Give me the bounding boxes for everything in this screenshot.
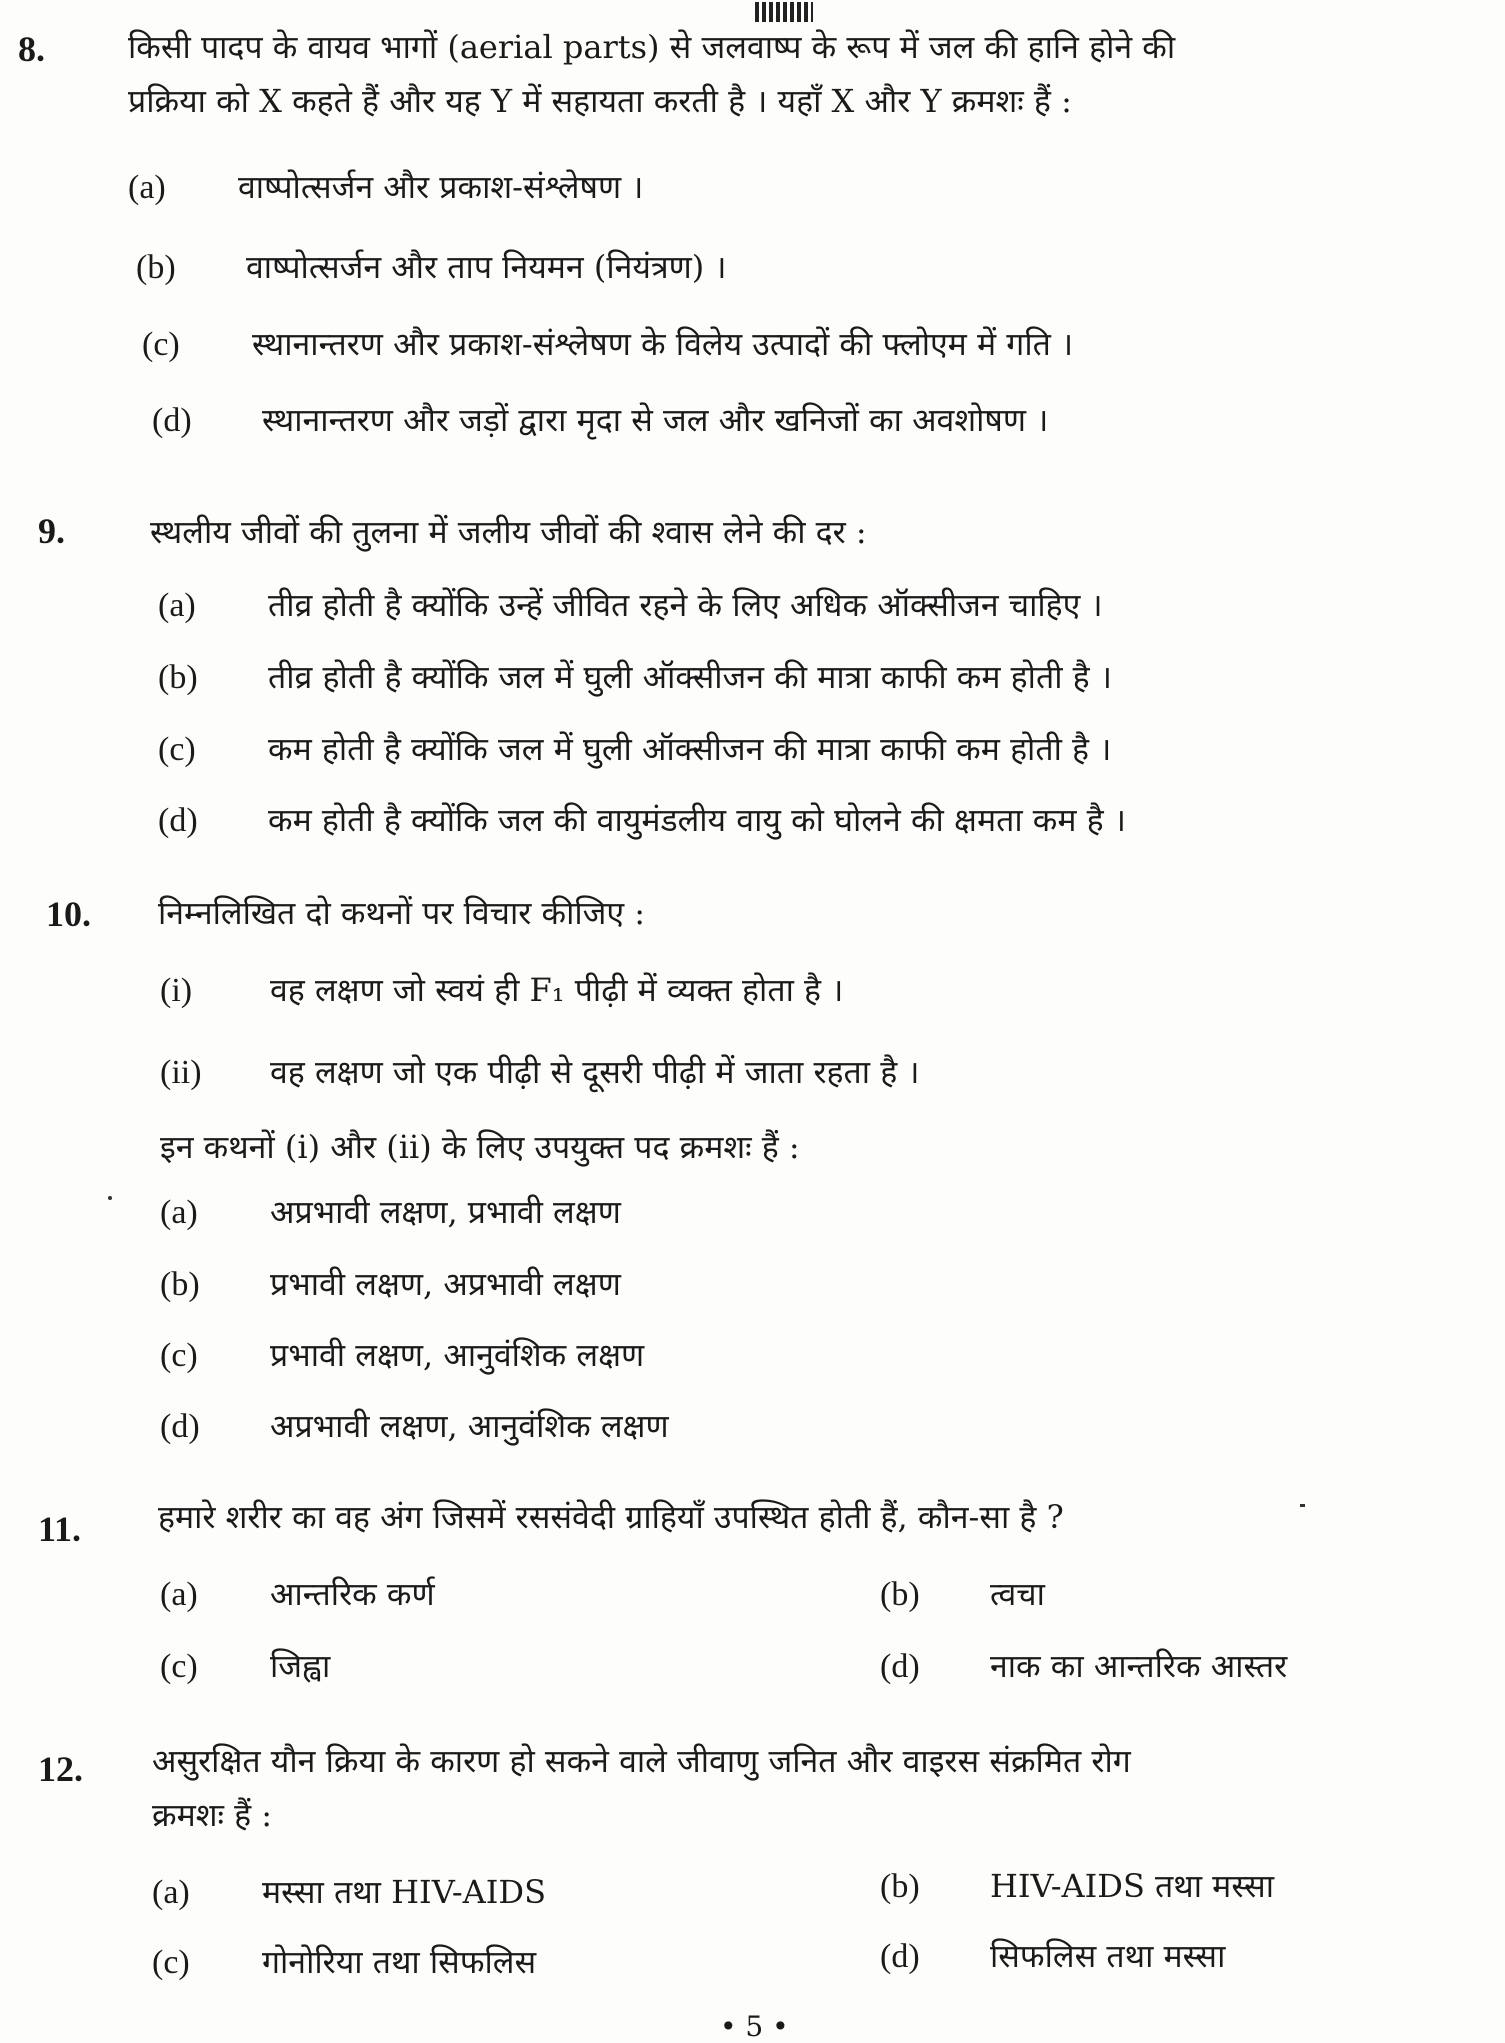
option-d[interactable] [160, 1404, 669, 1447]
question-stem [150, 505, 867, 559]
option-label: (c) [142, 326, 180, 363]
option-a[interactable] [160, 1572, 435, 1615]
option-text: HIV-AIDS तथा मस्सा [990, 1867, 1275, 1905]
option-b[interactable] [880, 1572, 1045, 1615]
option-text: तीव्र होती है क्योंकि उन्हें जीवित रहने के लिए अधिक ऑक्सीजन चाहिए । [268, 586, 1103, 624]
stray-mark [1300, 1504, 1305, 1507]
option-d[interactable] [880, 1644, 1287, 1687]
stem-line: असुरक्षित यौन क्रिया के कारण हो सकने वाले जीवाणु जनित और वाइरस संक्रमित रोग [152, 1742, 1131, 1780]
option-label: (a) [128, 169, 166, 206]
option-label: (d) [160, 1408, 200, 1445]
option-a[interactable] [160, 1190, 621, 1233]
option-text: प्रभावी लक्षण, आनुवंशिक लक्षण [270, 1336, 645, 1374]
statement-text: वह लक्षण जो एक पीढ़ी से दूसरी पीढ़ी में जाता रहता है । [270, 1053, 920, 1091]
option-c[interactable] [158, 727, 1111, 770]
option-label: (b) [880, 1576, 920, 1613]
statement-label: (ii) [160, 1054, 202, 1091]
stem-line: क्रमशः हैं : [152, 1796, 273, 1834]
statement-label: (i) [160, 972, 193, 1009]
stem-line: निम्नलिखित दो कथनों पर विचार कीजिए : [158, 894, 646, 932]
option-d[interactable] [880, 1934, 1225, 1977]
option-text: कम होती है क्योंकि जल में घुली ऑक्सीजन की मात्रा काफी कम होती है । [268, 730, 1112, 768]
option-label: (d) [152, 402, 192, 439]
option-a[interactable] [128, 165, 643, 208]
option-label: (d) [158, 802, 198, 839]
option-b[interactable] [158, 655, 1112, 698]
option-label: (a) [158, 587, 196, 624]
question-sub-stem [160, 1120, 800, 1174]
question-number: 9. [38, 511, 65, 551]
option-a[interactable] [152, 1870, 546, 1913]
option-label: (a) [160, 1576, 198, 1613]
option-label: (c) [158, 731, 196, 768]
stem-line: हमारे शरीर का वह अंग जिसमें रससंवेदी ग्राहियाँ उपस्थित होती हैं, कौन-सा है ? [158, 1498, 1064, 1536]
option-a[interactable] [158, 583, 1103, 626]
statement-i [160, 968, 843, 1011]
option-text: गोनोरिया तथा सिफलिस [262, 1943, 537, 1981]
option-text: स्थानान्तरण और जड़ों द्वारा मृदा से जल और खनिजों का अवशोषण । [262, 401, 1049, 439]
option-c[interactable] [160, 1333, 644, 1376]
option-b[interactable] [136, 245, 727, 288]
question-stem [152, 1734, 1131, 1842]
option-label: (d) [880, 1648, 920, 1685]
option-label: (b) [136, 249, 176, 286]
statement-text: वह लक्षण जो स्वयं ही F₁ पीढ़ी में व्यक्त होता है । [270, 971, 844, 1009]
option-label: (a) [152, 1874, 190, 1911]
option-label: (b) [158, 659, 198, 696]
option-d[interactable] [158, 798, 1126, 841]
option-text: आन्तरिक कर्ण [270, 1575, 435, 1613]
option-text: अप्रभावी लक्षण, आनुवंशिक लक्षण [270, 1407, 669, 1445]
option-label: (d) [880, 1938, 920, 1975]
option-text: तीव्र होती है क्योंकि जल में घुली ऑक्सीजन की मात्रा काफी कम होती है । [268, 658, 1112, 696]
option-text: वाष्पोत्सर्जन और प्रकाश-संश्लेषण । [238, 168, 644, 206]
option-text: त्वचा [990, 1575, 1045, 1613]
stem-line: किसी पादप के वायव भागों (aerial parts) से जलवाष्प के रूप में जल की हानि होने की [128, 28, 1176, 66]
stray-mark [108, 1196, 112, 1200]
option-b[interactable] [160, 1262, 621, 1305]
option-text: प्रभावी लक्षण, अप्रभावी लक्षण [270, 1265, 621, 1303]
question-number: 10. [46, 894, 91, 934]
option-b[interactable] [880, 1864, 1274, 1907]
option-text: स्थानान्तरण और प्रकाश-संश्लेषण के विलेय उत्पादों की फ्लोएम में गति । [252, 325, 1074, 363]
qr-code-mark [755, 2, 813, 22]
statement-ii [160, 1050, 920, 1093]
stem-line: इन कथनों (i) और (ii) के लिए उपयुक्त पद क्रमशः हैं : [160, 1128, 800, 1166]
option-d[interactable] [152, 398, 1048, 441]
question-number: 8. [18, 29, 45, 69]
stem-line: प्रक्रिया को X कहते हैं और यह Y में सहायता करती है । यहाँ X और Y क्रमशः हैं : [128, 82, 1072, 120]
page-footer: • 5 • [720, 2010, 789, 2043]
option-c[interactable] [160, 1644, 330, 1687]
option-text: वाष्पोत्सर्जन और ताप नियमन (नियंत्रण) । [246, 248, 727, 286]
option-text: अप्रभावी लक्षण, प्रभावी लक्षण [270, 1193, 621, 1231]
question-stem [128, 20, 1175, 128]
option-c[interactable] [142, 322, 1073, 365]
option-text: नाक का आन्तरिक आस्तर [990, 1647, 1288, 1685]
option-label: (b) [880, 1868, 920, 1905]
question-number: 12. [38, 1749, 83, 1789]
option-label: (c) [152, 1944, 190, 1981]
option-label: (c) [160, 1337, 198, 1374]
option-label: (a) [160, 1194, 198, 1231]
question-number: 11. [38, 1509, 82, 1549]
stem-line: स्थलीय जीवों की तुलना में जलीय जीवों की श्वास लेने की दर : [150, 513, 867, 551]
option-text: मस्सा तथा HIV-AIDS [262, 1873, 547, 1911]
question-stem [158, 886, 645, 940]
question-stem [158, 1490, 1064, 1544]
option-text: सिफलिस तथा मस्सा [990, 1937, 1226, 1975]
option-label: (b) [160, 1266, 200, 1303]
option-label: (c) [160, 1648, 198, 1685]
option-text: जिह्वा [270, 1647, 331, 1685]
option-text: कम होती है क्योंकि जल की वायुमंडलीय वायु को घोलने की क्षमता कम है । [268, 801, 1126, 839]
option-c[interactable] [152, 1940, 536, 1983]
